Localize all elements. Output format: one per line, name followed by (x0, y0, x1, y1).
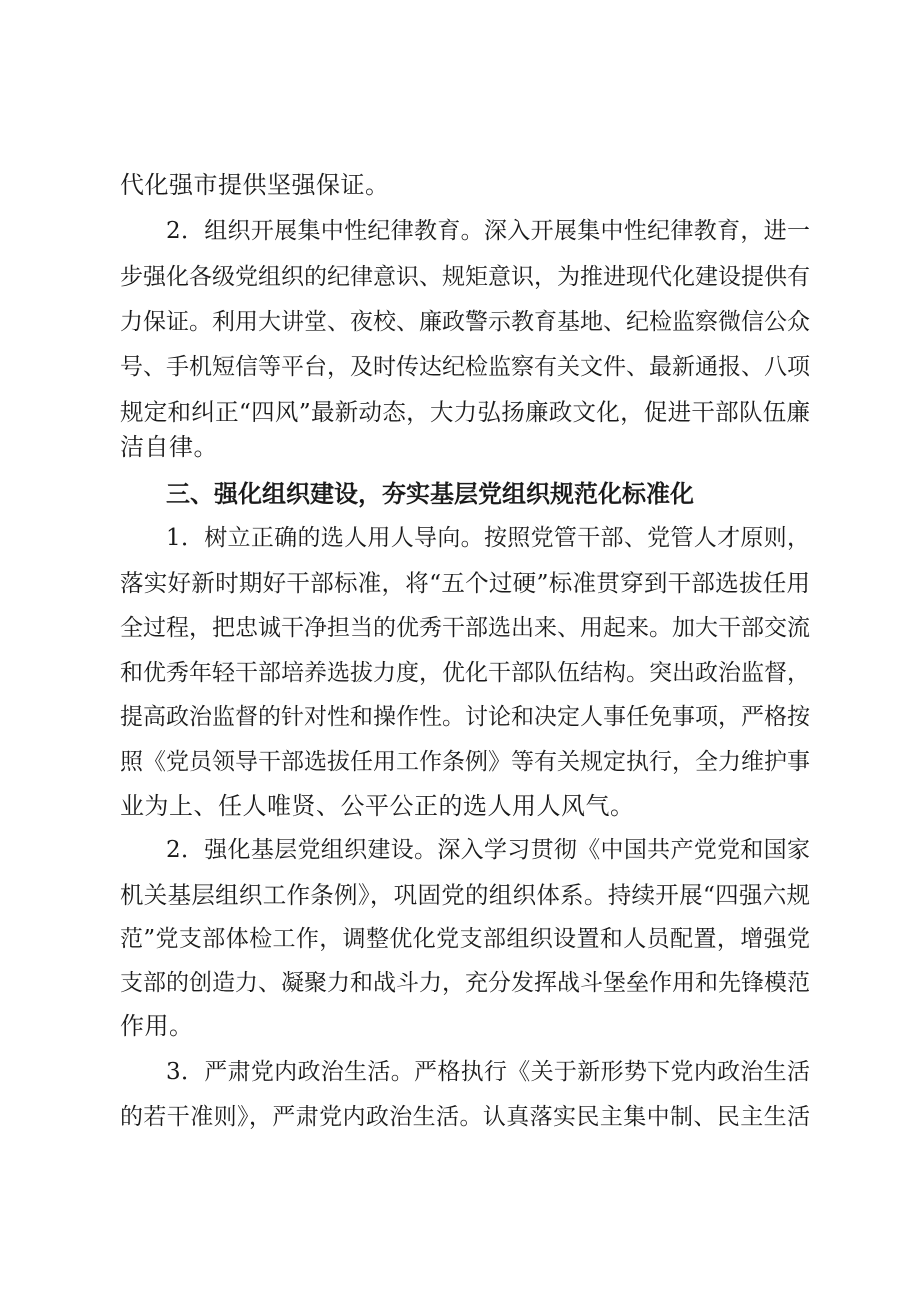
text-line: 1．树立正确的选人用人导向。按照党管干部、党管人才原则， (166, 525, 810, 551)
text-line: 号、手机短信等平台，及时传达纪检监察有关文件、最新通报、八项 (120, 354, 810, 380)
text-line: 和优秀年轻干部培养选拔力度，优化干部队伍结构。突出政治监督， (120, 660, 810, 686)
text-line: 力保证。利用大讲堂、夜校、廉政警示教育基地、纪检监察微信公众 (120, 309, 810, 335)
text-line: 作用。 (120, 1012, 194, 1040)
text-line: 规定和纠正“四风”最新动态，大力弘扬廉政文化，促进干部队伍廉 (120, 398, 810, 426)
text-line: 落实好新时期好干部标准，将“五个过硬”标准贯穿到干部选拔任用 (120, 569, 810, 597)
text-line: 机关基层组织工作条例》，巩固党的组织体系。持续开展“四强六规 (120, 881, 810, 909)
text-line: 业为上、任人唯贤、公平公正的选人用人风气。 (120, 792, 635, 820)
text-line: 代化强市提供坚强保证。 (120, 171, 390, 199)
text-line: 的若干准则》，严肃党内政治生活。认真落实民主集中制、民主生活 (120, 1104, 810, 1130)
text-line: 步强化各级党组织的纪律意识、规矩意识，为推进现代化建设提供有 (120, 264, 810, 290)
text-line: 2．组织开展集中性纪律教育。深入开展集中性纪律教育，进一 (166, 218, 810, 244)
text-line: 3．严肃党内政治生活。严格执行《关于新形势下党内政治生活 (166, 1059, 810, 1085)
text-line: 提高政治监督的针对性和操作性。讨论和决定人事任免事项，严格按 (120, 704, 810, 730)
section-heading: 三、强化组织建设，夯实基层党组织规范化标准化 (166, 480, 694, 508)
text-line: 2．强化基层党组织建设。深入学习贯彻《中国共产党党和国家 (166, 837, 810, 863)
text-line: 支部的创造力、凝聚力和战斗力，充分发挥战斗堡垒作用和先锋模范 (120, 970, 810, 996)
text-line: 洁自律。 (120, 433, 218, 461)
text-line: 照《党员领导干部选拔任用工作条例》等有关规定执行，全力维护事 (120, 749, 810, 775)
text-line: 范”党支部体检工作，调整优化党支部组织设置和人员配置，增强党 (120, 926, 810, 952)
text-line: 全过程，把忠诚干净担当的优秀干部选出来、用起来。加大干部交流 (120, 615, 810, 641)
